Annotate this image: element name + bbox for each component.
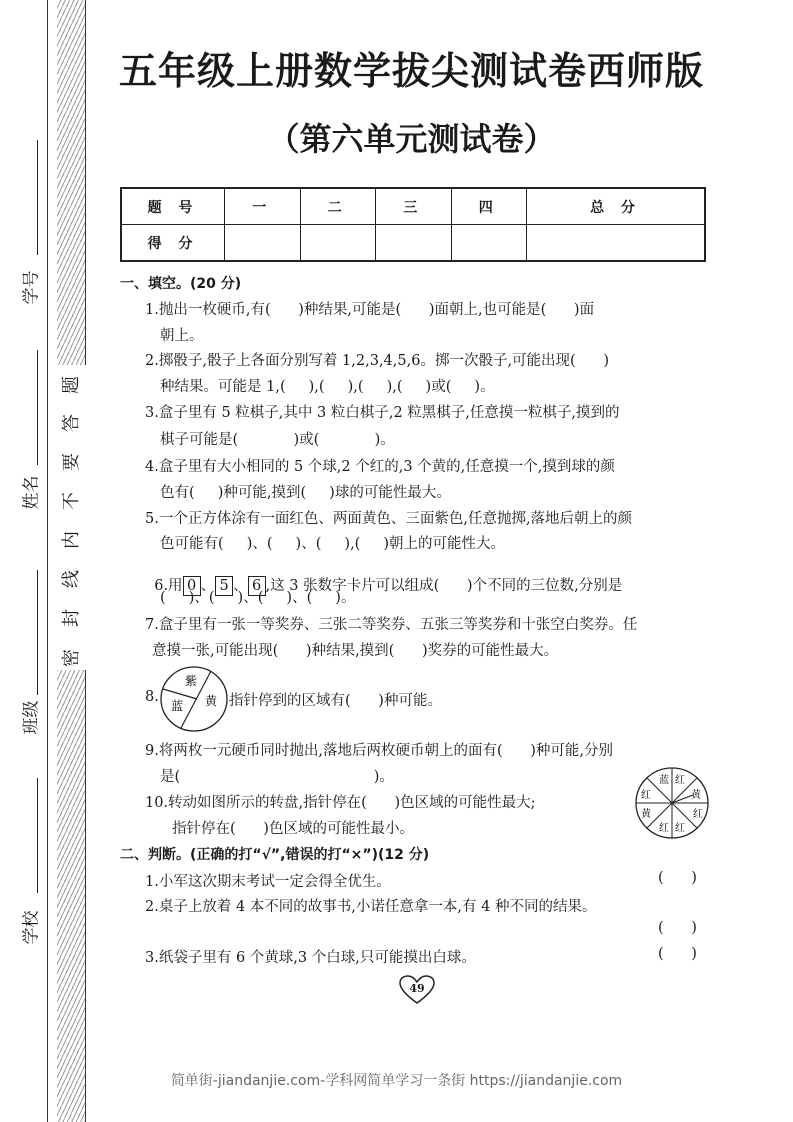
- page-subtitle: （第六单元测试卷）: [267, 120, 556, 158]
- number-card: 0: [183, 576, 201, 596]
- footer-watermark: 简单街-jiandanjie.com-学科网简单学习一条街 https://jiandanjie.com: [170, 1073, 623, 1089]
- score-header: 总 分: [527, 188, 706, 225]
- section-heading: 一、填空。(20 分): [120, 276, 242, 292]
- score-cell[interactable]: [527, 225, 706, 262]
- judgement-line: 3.纸袋子里有 6 个黄球,3 个白球,只可能摸出白球。: [145, 950, 476, 966]
- score-header: 三: [376, 188, 452, 225]
- seal-char: 答: [61, 414, 82, 432]
- question-line: 3.盒子里有 5 粒棋子,其中 3 粒白棋子,2 粒黑棋子,任意摸一粒棋子,摸到的: [145, 405, 620, 421]
- margin-line: [47, 0, 48, 1122]
- name-label: 姓名: [21, 475, 42, 510]
- number-card: 6: [248, 576, 266, 596]
- seal-char: 要: [61, 453, 82, 471]
- class-blank: [37, 570, 38, 695]
- question-line: 指针停在( )色区域的可能性最小。: [172, 821, 414, 837]
- question-line: 10.转动如图所示的转盘,指针停在( )色区域的可能性最大;: [145, 795, 536, 811]
- score-header: 题 号: [121, 188, 225, 225]
- q8-spinner-diagram: [159, 665, 229, 733]
- page-number: 49: [409, 982, 425, 995]
- score-cell[interactable]: [300, 225, 376, 262]
- question-line: 种结果。可能是 1,( ),( ),( ),( )或( )。: [160, 379, 495, 395]
- question-line: ( )、( )、( )、( )。: [160, 590, 356, 606]
- q10-sector: 红: [641, 790, 651, 801]
- section-heading: 二、判断。(正确的打“√”,错误的打“×”)(12 分): [120, 847, 430, 863]
- seal-char: 内: [61, 531, 82, 549]
- score-header: 四: [451, 188, 527, 225]
- question-line: 色有( )种可能,摸到( )球的可能性最大。: [160, 485, 451, 501]
- answer-blank[interactable]: ( ): [658, 920, 697, 936]
- number-card: 5: [215, 576, 233, 596]
- q6-text: ,这 3 张数字卡片可以组成( )个不同的三位数,分别是: [265, 578, 623, 594]
- score-table-header-row: [121, 188, 705, 225]
- q10-spinner-diagram: [633, 765, 711, 841]
- seal-char: 不: [61, 492, 82, 510]
- question-line: 意摸一张,可能出现( )种结果,摸到( )奖券的可能性最大。: [152, 643, 559, 659]
- q10-sector: 黄: [691, 790, 701, 801]
- seal-char: 题: [61, 376, 82, 394]
- score-row-label: 得 分: [121, 225, 225, 262]
- question-line: 9.将两枚一元硬币同时抛出,落地后两枚硬币朝上的面有( )种可能,分别: [145, 743, 614, 759]
- question-line: 4.盒子里有大小相同的 5 个球,2 个红的,3 个黄的,任意摸一个,摸到球的颜: [145, 459, 615, 475]
- judgement-line: 2.桌子上放着 4 本不同的故事书,小诺任意拿一本,有 4 种不同的结果。: [145, 899, 597, 915]
- q8-sector-yellow: 黄: [205, 694, 218, 708]
- question-line: 朝上。: [160, 328, 204, 344]
- class-label: 班级: [21, 700, 42, 735]
- answer-blank[interactable]: ( ): [658, 870, 697, 886]
- q8-sector-purple: 紫: [185, 674, 198, 688]
- school-blank: [37, 778, 38, 893]
- page-title: 五年级上册数学拔尖测试卷西师版: [118, 49, 704, 93]
- question-line: 指针停到的区域有( )种可能。: [229, 693, 442, 709]
- question-line: 1.抛出一枚硬币,有( )种结果,可能是( )面朝上,也可能是( )面: [145, 302, 595, 318]
- question-line: 5.一个正方体涂有一面红色、两面黄色、三面紫色,任意抛掷,落地后朝上的颜: [145, 511, 633, 527]
- score-table-row: [121, 225, 705, 262]
- score-table: [120, 187, 706, 262]
- score-header: 一: [225, 188, 301, 225]
- q8-prefix: 8.: [145, 689, 159, 705]
- seal-char: 线: [61, 570, 82, 588]
- score-cell[interactable]: [225, 225, 301, 262]
- q10-sector: 红: [693, 809, 703, 820]
- q8-sector-blue: 蓝: [171, 699, 184, 713]
- school-label: 学校: [21, 910, 42, 945]
- q10-sector: 红: [675, 775, 685, 786]
- separator: 、: [233, 578, 248, 594]
- q10-sector: 蓝: [659, 775, 669, 786]
- q6-prefix: 6.用: [154, 578, 183, 594]
- answer-blank[interactable]: ( ): [658, 946, 697, 962]
- question-line: 7.盒子里有一张一等奖券、三张二等奖券、五张三等奖券和十张空白奖券。任: [145, 617, 638, 633]
- judgement-line: 1.小军这次期末考试一定会得全优生。: [145, 874, 391, 890]
- q10-sector: 黄: [641, 809, 651, 820]
- question-line: 色可能有( )、( )、( ),( )朝上的可能性大。: [160, 536, 506, 552]
- name-blank: [37, 350, 38, 465]
- seal-char: 密: [61, 649, 82, 667]
- score-cell[interactable]: [376, 225, 452, 262]
- question-line: 2.掷骰子,骰子上各面分别写着 1,2,3,4,5,6。掷一次骰子,可能出现( ): [145, 353, 610, 369]
- score-cell[interactable]: [451, 225, 527, 262]
- score-header: 二: [300, 188, 376, 225]
- seal-char: 封: [61, 609, 82, 627]
- question-line: 棋子可能是( )或( )。: [160, 432, 395, 448]
- q10-sector: 红: [675, 823, 685, 834]
- separator: 、: [200, 578, 216, 594]
- student-id-label: 学号: [21, 270, 42, 305]
- question-line: 是( )。: [160, 769, 394, 785]
- q10-sector: 红: [659, 823, 669, 834]
